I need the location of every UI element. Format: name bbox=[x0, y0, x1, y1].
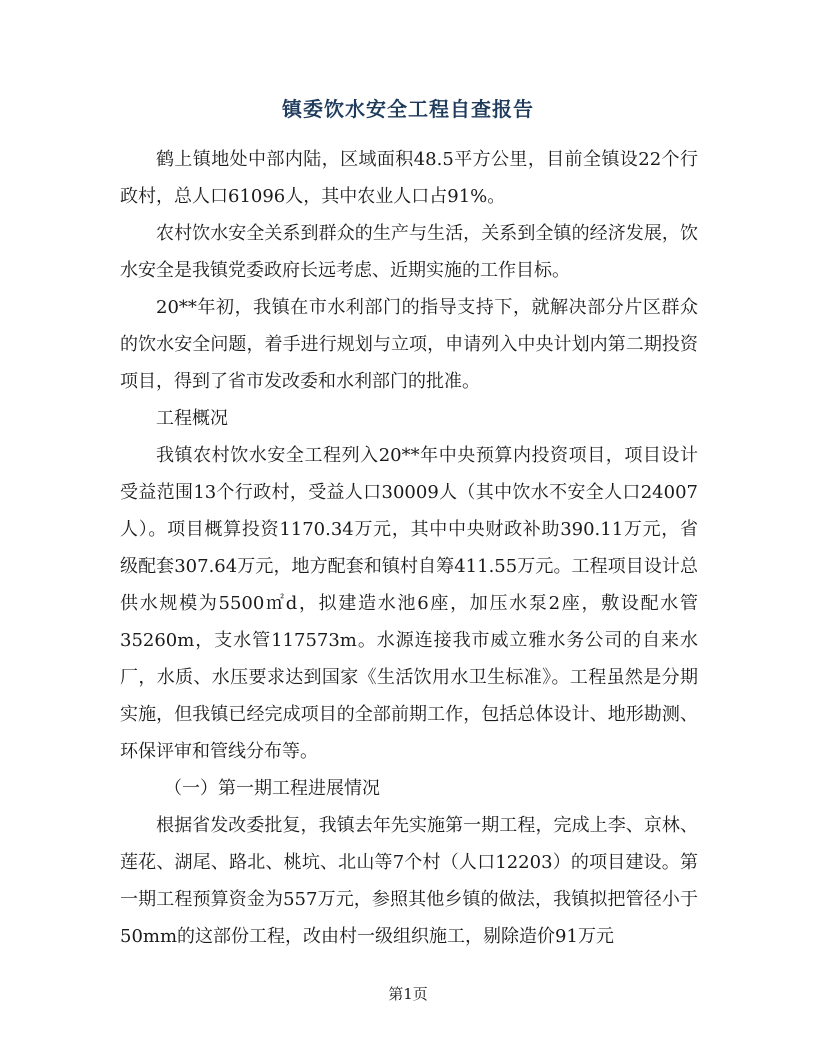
paragraph-importance: 农村饮水安全关系到群众的生产与生活，关系到全镇的经济发展，饮水安全是我镇党委政府长远考虑、近期实施的工作目标。 bbox=[120, 223, 698, 281]
page-number: 第1页 bbox=[388, 985, 428, 1003]
section-heading-project-overview: 工程概况 bbox=[156, 408, 228, 429]
document-title: 镇委饮水安全工程自查报告 bbox=[282, 97, 534, 121]
paragraph-overview: 鹤上镇地处中部内陆，区域面积48.5平方公里，目前全镇设22个行政村，总人口61096人，其中农业人口占91%。 bbox=[120, 149, 698, 207]
document-body bbox=[120, 141, 698, 955]
paragraph-phase-one: 根据省发改委批复，我镇去年先实施第一期工程，完成上李、京林、莲花、湖尾、路北、桃坑、北山等7个村（人口12203）的项目建设。第一期工程预算资金为557万元，参照其他乡镇的做法，我镇拟把管径小于50mm的这部份工程，改由村一级组织施工，剔除造价91万元 bbox=[120, 815, 698, 947]
paragraph-approval: 20**年初，我镇在市水利部门的指导支持下，就解决部分片区群众的饮水安全问题，着手进行规划与立项，申请列入中央计划内第二期投资项目，得到了省市发改委和水利部门的批准。 bbox=[120, 297, 698, 392]
subsection-heading-phase-one: （一）第一期工程进展情况 bbox=[164, 778, 380, 799]
paragraph-project-details: 我镇农村饮水安全工程列入20**年中央预算内投资项目，项目设计受益范围13个行政村，受益人口30009人（其中饮水不安全人口24007人）。项目概算投资1170.34万元，其中中央财政补助390.11万元，省级配套307.64万元，地方配套和镇村自筹411.55万元。工程项目设计总供水规模为5500㎡d，拟建造水池6座，加压水泵2座，敷设配水管35260m，支水管117573m。水源连接我市威立雅水务公司的自来水厂，水质、水压要求达到国家《生活饮用水卫生标准》。工程虽然是分期实施，但我镇已经完成项目的全部前期工作，包括总体设计、地形勘测、环保评审和管线分布等。 bbox=[120, 445, 698, 762]
